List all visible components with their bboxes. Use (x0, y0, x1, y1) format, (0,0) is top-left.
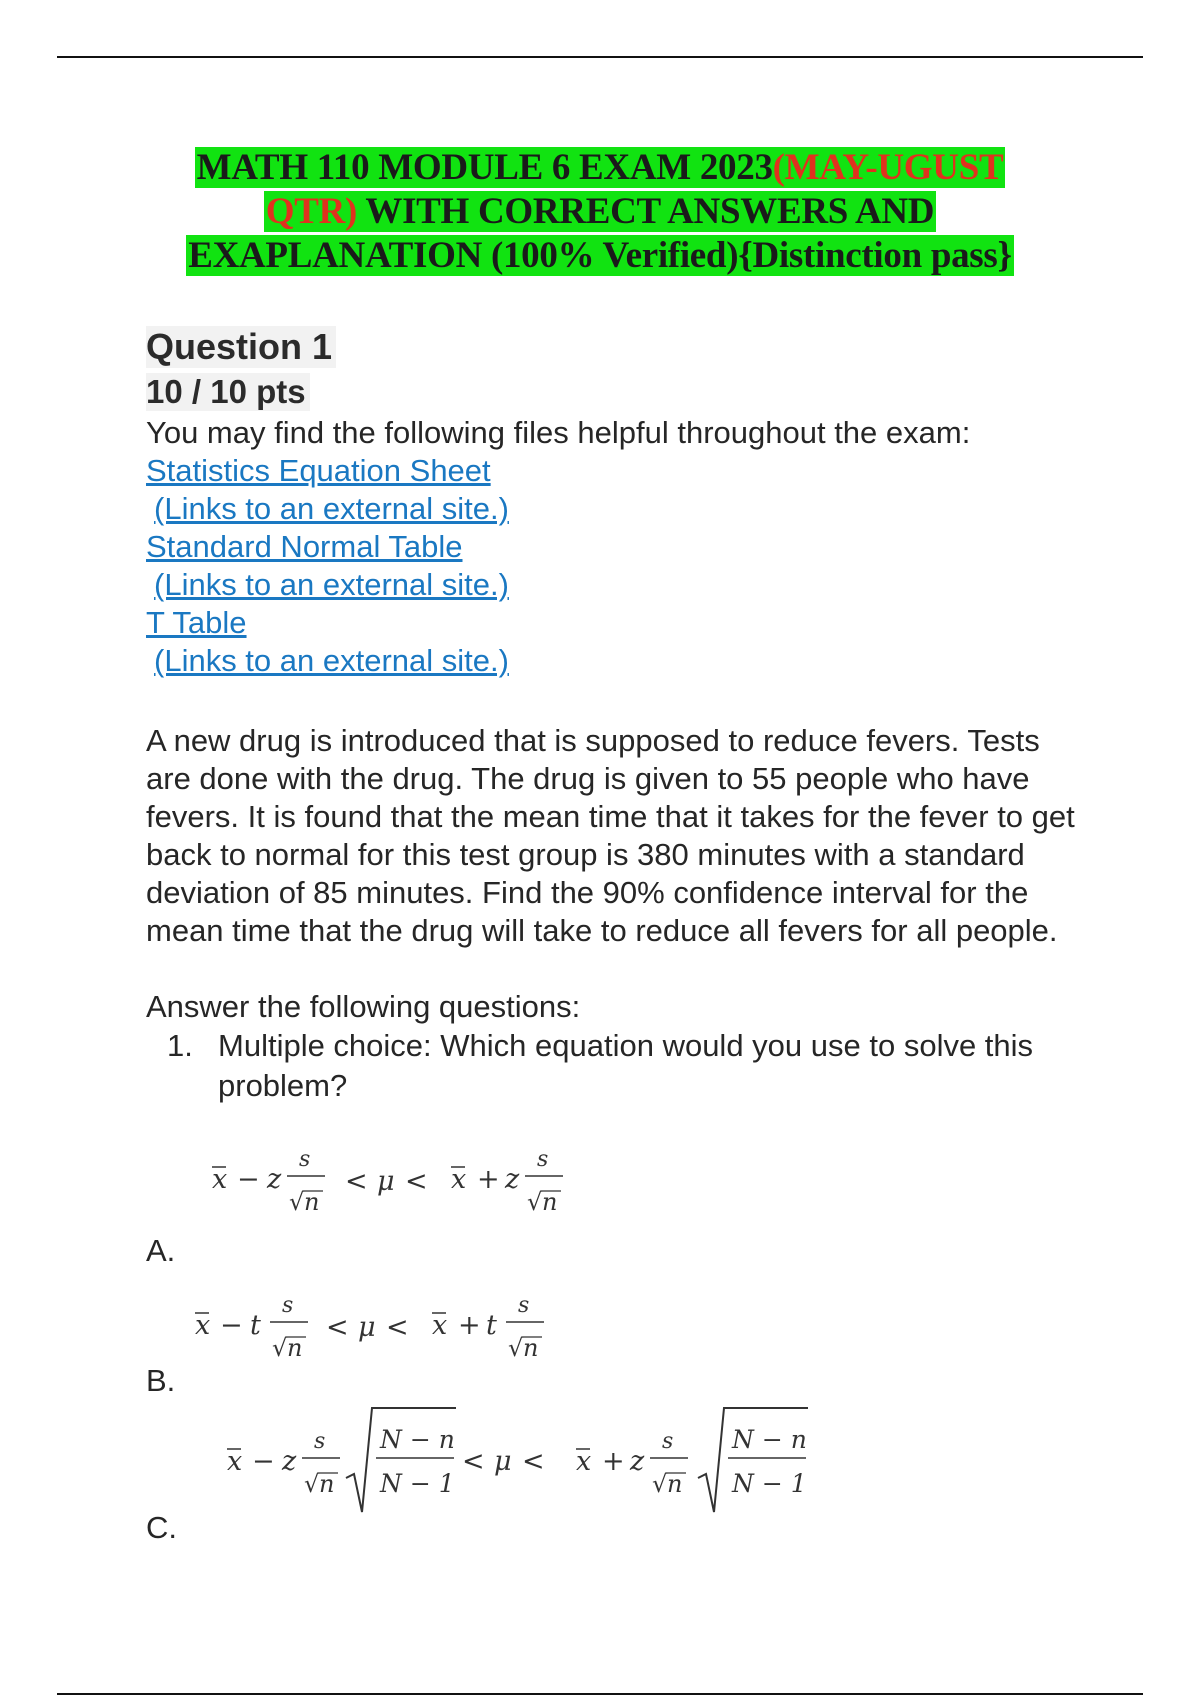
svg-text:<: < (462, 1446, 485, 1477)
svg-text:<: < (326, 1312, 349, 1343)
list-number: 1. (167, 1028, 193, 1063)
list-item (167, 1026, 1098, 1106)
question-heading: Question 1 (146, 326, 336, 368)
svg-text:N − 1: N − 1 (732, 1469, 807, 1498)
svg-text:z: z (267, 1164, 282, 1195)
svg-text:μ: μ (377, 1166, 395, 1197)
files-intro: You may find the following files helpful throughout the exam: (146, 415, 971, 450)
question-points: 10 / 10 pts (146, 373, 310, 411)
svg-text:s: s (314, 1429, 326, 1454)
top-rule (57, 56, 1143, 58)
svg-text:s: s (299, 1147, 311, 1172)
external-site-link-3[interactable]: (Links to an external site.) (154, 643, 509, 678)
svg-text:√: √ (652, 1470, 668, 1498)
svg-text:n: n (304, 1188, 320, 1216)
svg-text:s: s (537, 1147, 549, 1172)
svg-text:−: − (220, 1310, 243, 1341)
svg-text:n: n (287, 1334, 303, 1362)
svg-text:x: x (212, 1164, 228, 1195)
svg-text:x: x (227, 1446, 243, 1477)
svg-text:n: n (523, 1334, 539, 1362)
svg-text:s: s (518, 1293, 530, 1318)
svg-text:<: < (345, 1166, 368, 1197)
svg-text:<: < (522, 1446, 545, 1477)
standard-normal-table-link[interactable]: Standard Normal Table (146, 529, 463, 564)
svg-text:+: + (602, 1446, 625, 1477)
equation-b-image (188, 1284, 568, 1366)
svg-text:z: z (630, 1446, 645, 1477)
svg-text:−: − (237, 1164, 260, 1195)
svg-text:√: √ (289, 1188, 305, 1216)
svg-text:<: < (405, 1166, 428, 1197)
svg-text:√: √ (527, 1188, 543, 1216)
option-a-label: A. (146, 1233, 176, 1268)
svg-text:√: √ (508, 1334, 524, 1362)
svg-text:x: x (576, 1446, 592, 1477)
svg-text:s: s (282, 1293, 294, 1318)
svg-text:μ: μ (358, 1312, 376, 1343)
svg-text:x: x (451, 1164, 467, 1195)
svg-text:s: s (662, 1429, 674, 1454)
statistics-equation-sheet-link[interactable]: Statistics Equation Sheet (146, 453, 491, 488)
svg-text:x: x (432, 1310, 448, 1341)
svg-text:+: + (477, 1164, 500, 1195)
option-c-label: C. (146, 1510, 177, 1545)
svg-text:z: z (505, 1164, 520, 1195)
answer-instructions: Answer the following questions: (146, 989, 581, 1024)
svg-text:−: − (252, 1446, 275, 1477)
svg-text:n: n (667, 1470, 683, 1498)
svg-text:<: < (386, 1312, 409, 1343)
svg-text:N − 1: N − 1 (380, 1469, 455, 1498)
svg-text:n: n (542, 1188, 558, 1216)
external-site-link-2[interactable]: (Links to an external site.) (154, 567, 509, 602)
bottom-rule (57, 1693, 1143, 1695)
svg-text:√: √ (304, 1470, 320, 1498)
list-text: Multiple choice: Which equation would you use to solve this problem? (218, 1028, 1034, 1103)
svg-text:x: x (195, 1310, 211, 1341)
document-title: MATH 110 MODULE 6 EXAM 2023(MAY-UGUST QTR) WITH CORRECT ANSWERS AND EXAPLANATION (100% Verified){Distinction pass} (188, 147, 1012, 276)
problem-statement: A new drug is introduced that is supposed to reduce fevers. Tests are done with the drug. The drug is given to 55 people who have fevers. It is found that the mean time that it takes for the fever to get back to normal for this test group is 380 minutes with a standard deviation of 85 minutes. Find the 90% confidence interval for the mean time that the drug will take to reduce all fevers for all people. (146, 723, 1075, 948)
svg-text:μ: μ (494, 1446, 512, 1477)
t-table-link[interactable]: T Table (146, 605, 247, 640)
svg-text:√: √ (272, 1334, 288, 1362)
equation-c-image (220, 1400, 820, 1520)
svg-text:n: n (319, 1470, 335, 1498)
external-site-link-1[interactable]: (Links to an external site.) (154, 491, 509, 526)
svg-text:N − n: N − n (732, 1425, 807, 1454)
svg-text:+: + (458, 1310, 481, 1341)
option-b-label: B. (146, 1363, 176, 1398)
helpful-links (146, 452, 509, 680)
equation-a-image (205, 1138, 585, 1220)
svg-text:t: t (250, 1310, 261, 1341)
svg-text:t: t (486, 1310, 497, 1341)
svg-text:z: z (282, 1446, 297, 1477)
svg-text:N − n: N − n (380, 1425, 455, 1454)
